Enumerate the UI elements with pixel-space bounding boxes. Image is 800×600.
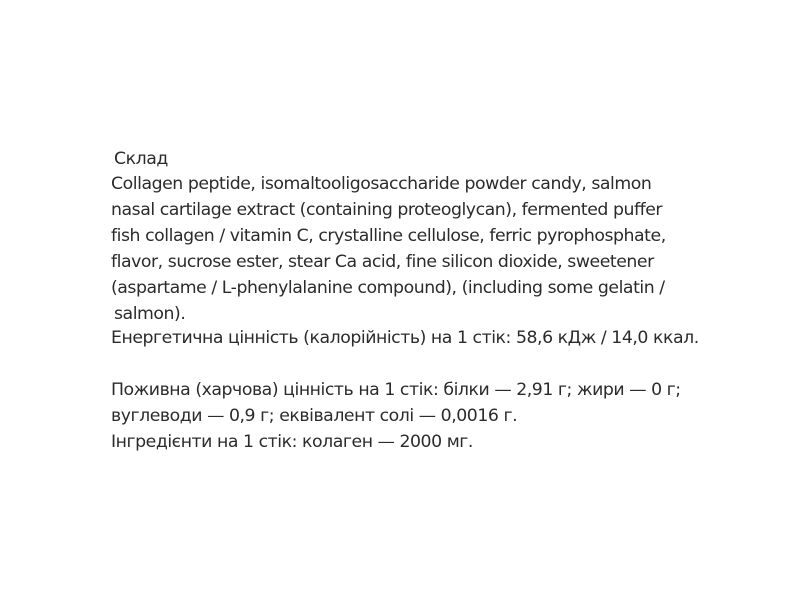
ingredients-text: Інгредієнти на 1 стік: колаген — 2000 мг. bbox=[111, 432, 473, 452]
composition-line: flavor, sucrose ester, stear Ca acid, fine silicon dioxide, sweetener bbox=[111, 252, 654, 272]
composition-line: nasal cartilage extract (containing proteoglycan), fermented puffer bbox=[111, 200, 663, 220]
nutrition-line: вуглеводи — 0,9 г; еквівалент солі — 0,0016 г. bbox=[111, 406, 518, 426]
nutrition-line: Поживна (харчова) цінність на 1 стік: білки — 2,91 г; жири — 0 г; bbox=[111, 380, 681, 400]
composition-line: salmon). bbox=[114, 304, 186, 324]
energy-value-text: Енергетична цінність (калорійність) на 1 стік: 58,6 кДж / 14,0 ккал. bbox=[111, 328, 699, 348]
composition-line: fish collagen / vitamin C, crystalline cellulose, ferric pyrophosphate, bbox=[111, 226, 666, 246]
composition-line: (aspartame / L-phenylalanine compound), (including some gelatin / bbox=[111, 278, 665, 298]
composition-heading: Склад bbox=[114, 149, 168, 169]
composition-line: Collagen peptide, isomaltooligosaccharide powder candy, salmon bbox=[111, 174, 652, 194]
